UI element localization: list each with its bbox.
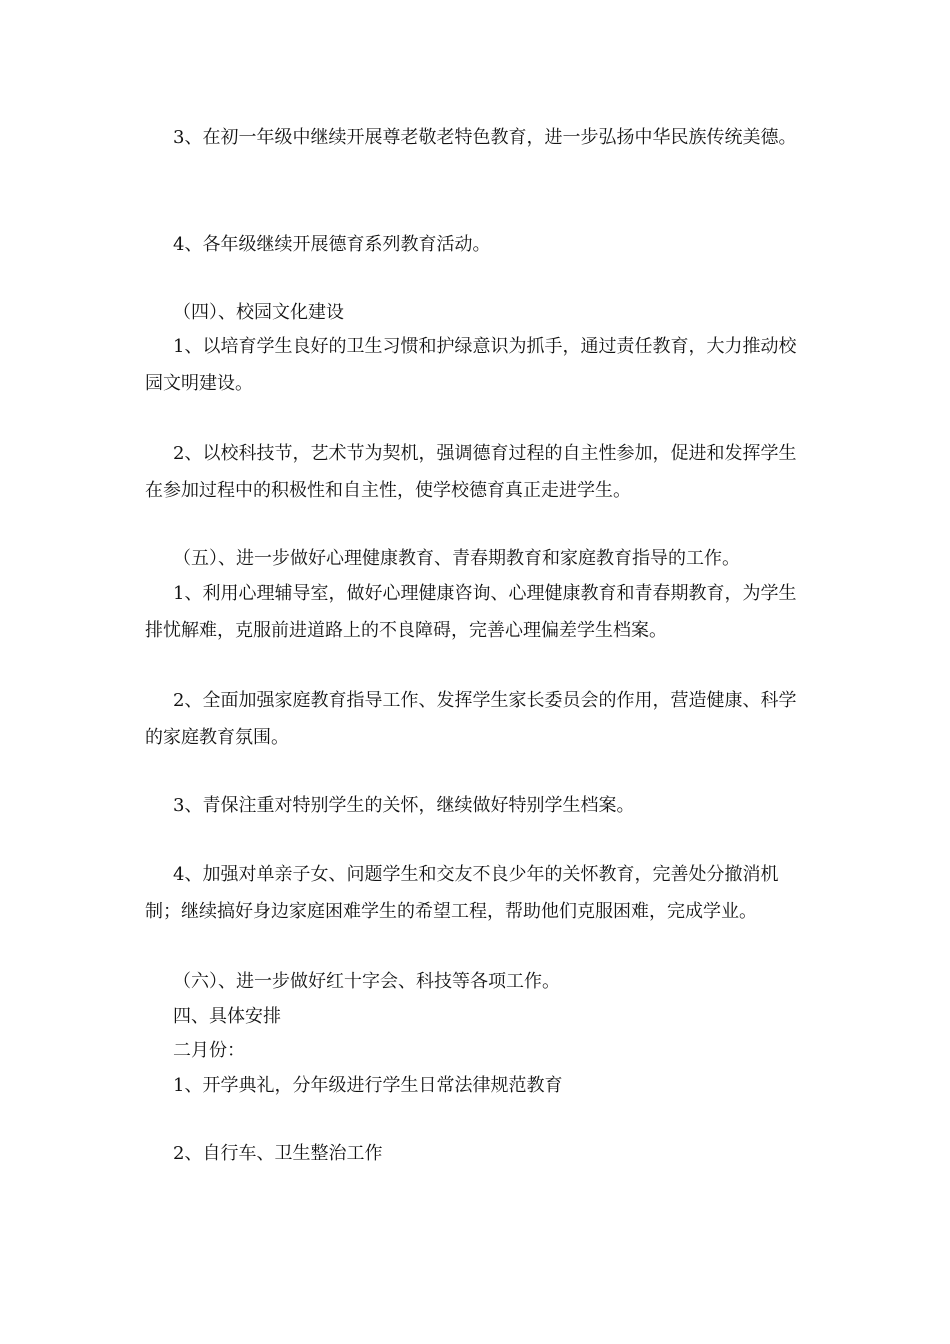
paragraph-item-1-hygiene: 1、以培育学生良好的卫生习惯和护绿意识为抓手，通过责任教育，大力推动校园文明建设。 — [145, 336, 797, 394]
paragraph-item-4-moral-activities: 4、各年级继续开展德育系列教育活动。 — [173, 234, 491, 255]
paragraph-item-1-counseling: 1、利用心理辅导室，做好心理健康咨询、心理健康教育和青春期教育，为学生排忧解难，克服前进道路上的不良障碍，完善心理偏差学生档案。 — [145, 583, 797, 641]
paragraph-item-3-grade-one: 3、在初一年级中继续开展尊老敬老特色教育，进一步弘扬中华民族传统美德。 — [173, 127, 797, 148]
paragraph-item-1-opening-ceremony: 1、开学典礼，分年级进行学生日常法律规范教育 — [173, 1075, 563, 1096]
section-heading-red-cross: （六）、进一步做好红十字会、科技等各项工作。 — [173, 971, 560, 992]
section-heading-mental-health: （五）、进一步做好心理健康教育、青春期教育和家庭教育指导的工作。 — [173, 548, 740, 569]
paragraph-item-4-care-education: 4、加强对单亲子女、问题学生和交友不良少年的关怀教育，完善处分撤消机制；继续搞好身边家庭困难学生的希望工程，帮助他们克服困难，完成学业。 — [145, 864, 779, 922]
paragraph-item-2-family-education: 2、全面加强家庭教育指导工作、发挥学生家长委员会的作用，营造健康、科学的家庭教育氛围。 — [145, 690, 797, 748]
section-heading-campus-culture: （四）、校园文化建设 — [173, 302, 344, 323]
paragraph-item-2-festivals: 2、以校科技节，艺术节为契机，强调德育过程的自主性参加，促进和发挥学生在参加过程中的积极性和自主性，使学校德育真正走进学生。 — [145, 443, 797, 501]
paragraph-item-3-special-students: 3、青保注重对特别学生的关怀，继续做好特别学生档案。 — [173, 795, 635, 816]
paragraph-item-2-bicycle-hygiene: 2、自行车、卫生整治工作 — [173, 1143, 383, 1164]
month-heading-february: 二月份： — [173, 1040, 245, 1061]
section-heading-arrangements: 四、具体安排 — [173, 1006, 281, 1027]
